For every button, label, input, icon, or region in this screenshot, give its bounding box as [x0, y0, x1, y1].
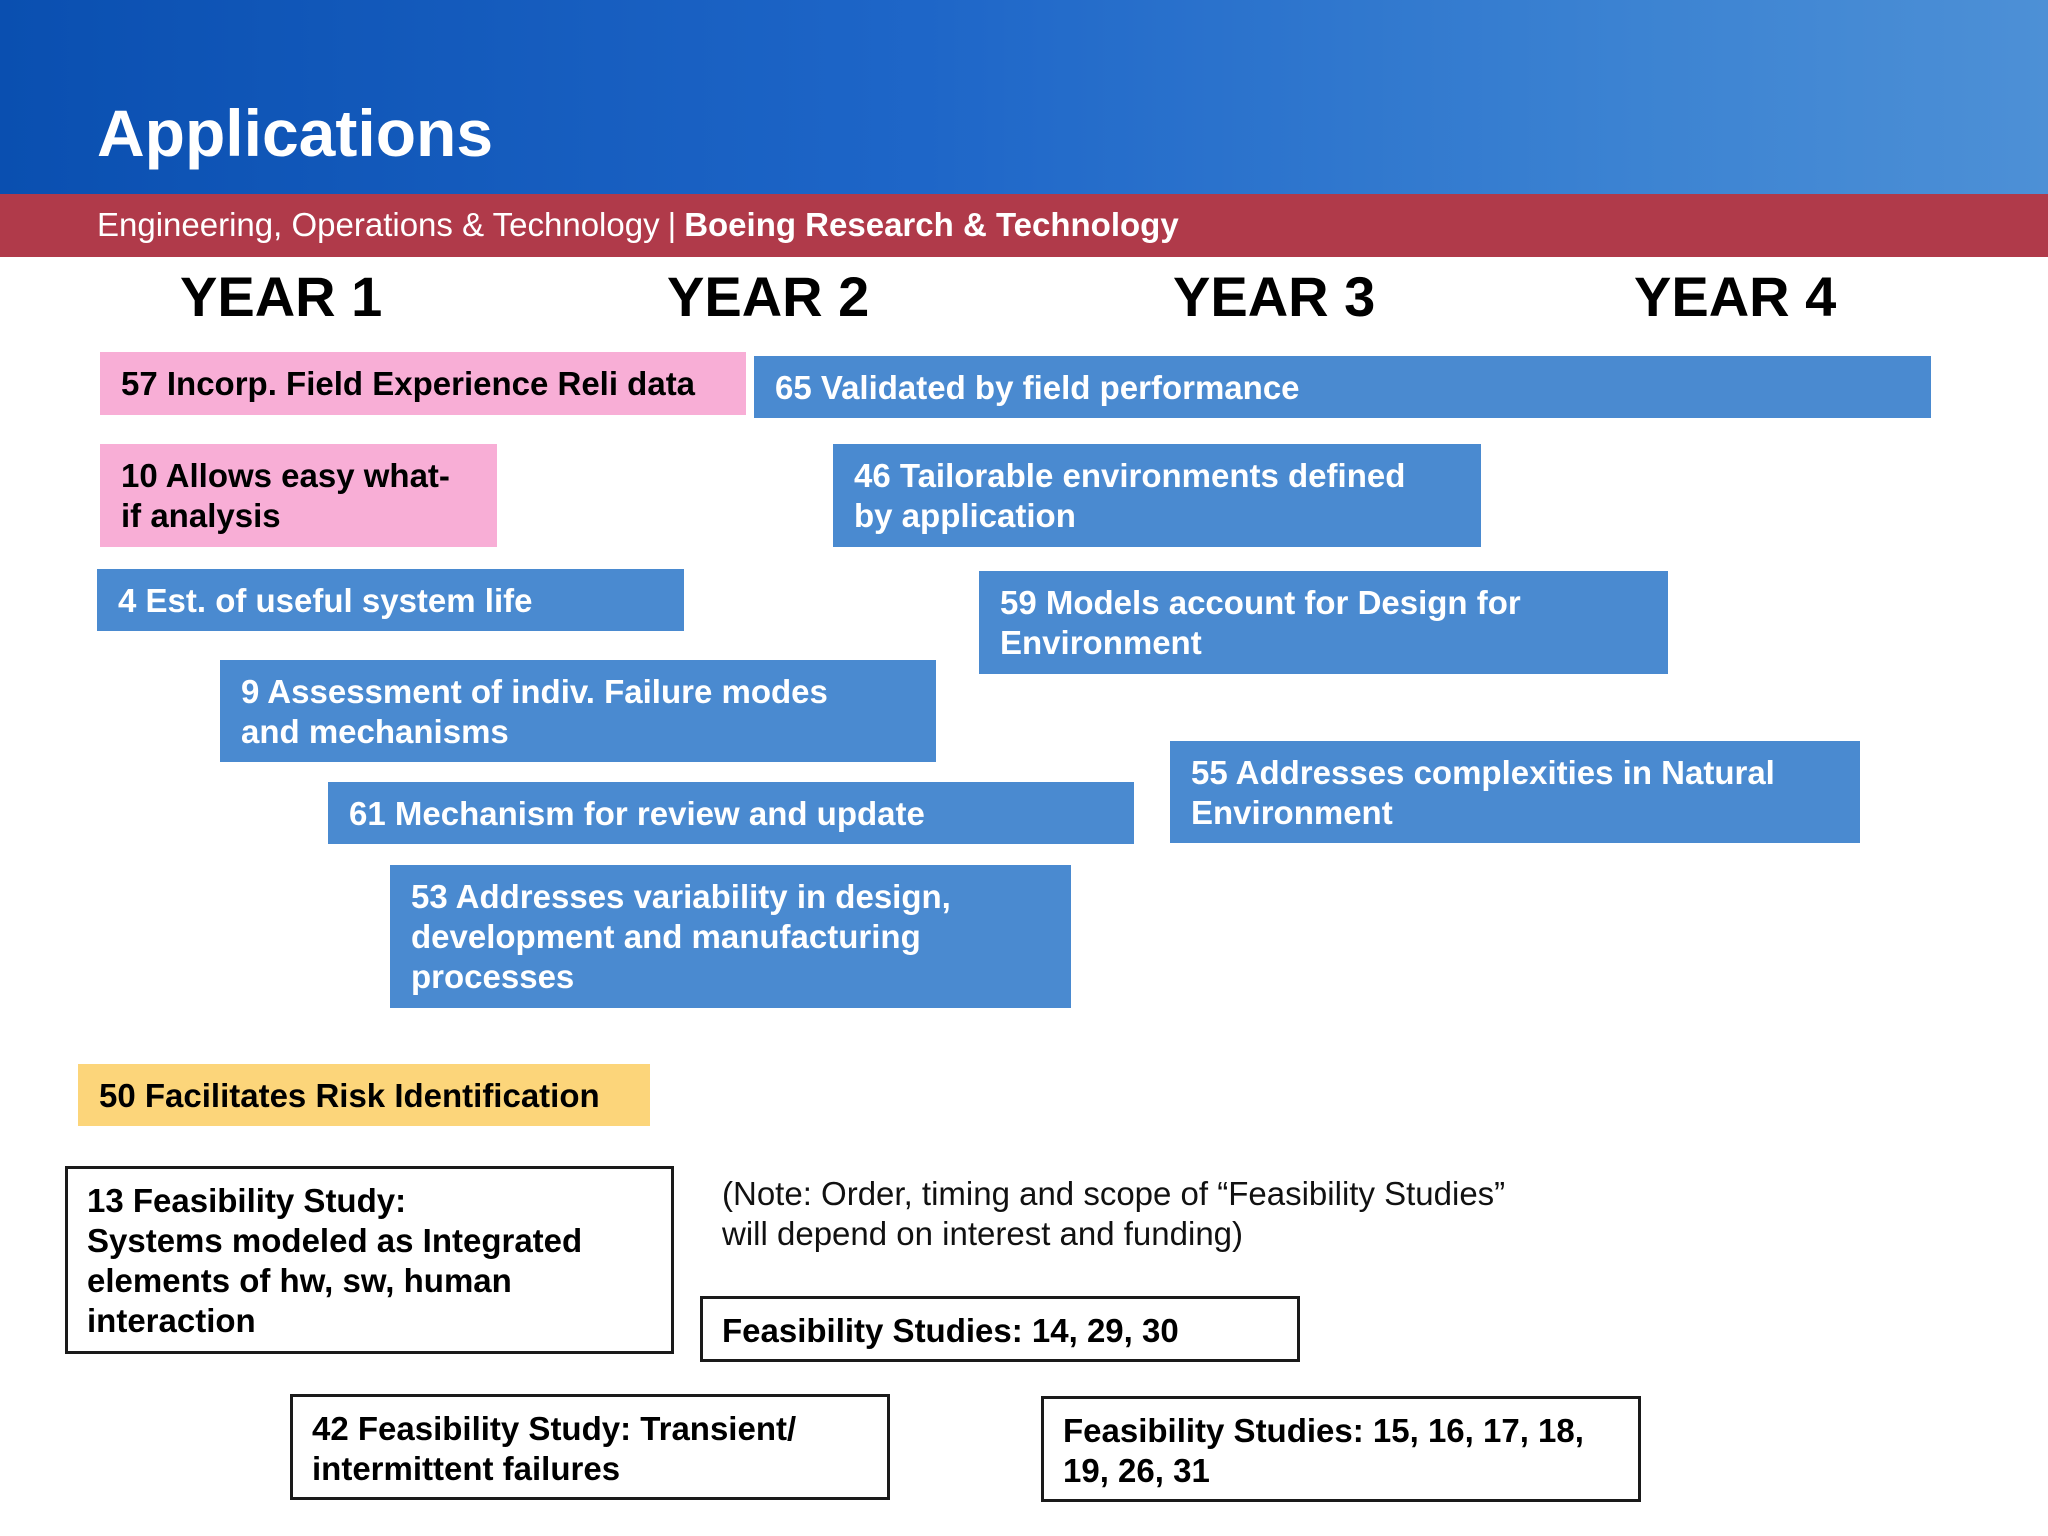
subtitle-division: Boeing Research & Technology [684, 206, 1179, 243]
item-9-bar: 9 Assessment of indiv. Failure modes and mechanisms [220, 660, 936, 762]
item-55-bar: 55 Addresses complexities in Natural Environment [1170, 741, 1860, 843]
feasibility-study-42-box: 42 Feasibility Study: Transient/ intermittent failures [290, 1394, 890, 1500]
year-4-heading: YEAR 4 [1634, 265, 1837, 328]
item-53-bar: 53 Addresses variability in design, development and manufacturing processes [390, 865, 1071, 1008]
feasibility-studies-15-box: Feasibility Studies: 15, 16, 17, 18, 19, 26, 31 [1041, 1396, 1641, 1502]
item-50-bar: 50 Facilitates Risk Identification [78, 1064, 650, 1126]
year-1-heading: YEAR 1 [180, 265, 383, 328]
year-3-heading: YEAR 3 [1173, 265, 1376, 328]
item-59-bar: 59 Models account for Design for Environment [979, 571, 1668, 674]
subtitle-separator: | [667, 206, 677, 243]
item-65-bar: 65 Validated by field performance [754, 356, 1931, 418]
item-4-bar: 4 Est. of useful system life [97, 569, 684, 631]
item-10-bar: 10 Allows easy what- if analysis [100, 444, 497, 547]
item-57-bar: 57 Incorp. Field Experience Reli data [100, 352, 746, 415]
feasibility-studies-14-box: Feasibility Studies: 14, 29, 30 [700, 1296, 1300, 1362]
year-2-heading: YEAR 2 [667, 265, 870, 328]
page-title: Applications [97, 96, 494, 170]
subtitle [97, 204, 1179, 246]
feasibility-study-13-box: 13 Feasibility Study: Systems modeled as Integrated elements of hw, sw, human interaction [65, 1166, 674, 1354]
item-61-bar: 61 Mechanism for review and update [328, 782, 1134, 844]
item-46-bar: 46 Tailorable environments defined by application [833, 444, 1481, 547]
feasibility-note: (Note: Order, timing and scope of “Feasibility Studies” will depend on interest and funding) [722, 1175, 1506, 1252]
subtitle-org: Engineering, Operations & Technology [97, 206, 660, 243]
